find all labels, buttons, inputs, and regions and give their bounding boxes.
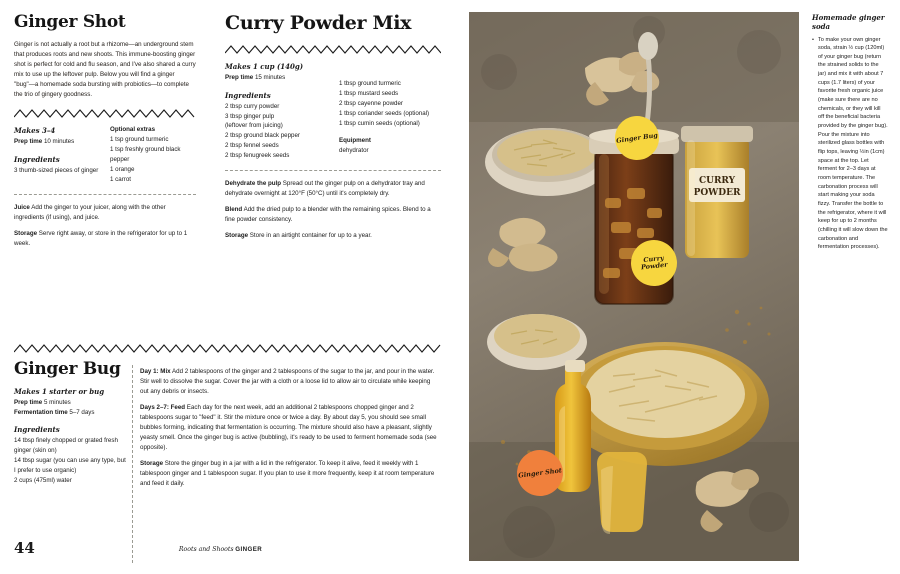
list-item: 1 tbsp coriander seeds (optional) bbox=[339, 109, 430, 117]
list-item: 2 tbsp curry powder bbox=[225, 102, 280, 110]
sidebar-homemade-ginger-soda bbox=[812, 14, 888, 252]
curry-equipment-heading: Equipment bbox=[339, 136, 371, 144]
curry-prep-label: Prep time bbox=[225, 74, 254, 81]
list-item: 1 tbsp mustard seeds bbox=[339, 89, 399, 97]
ginger-bug-ingredients-heading: Ingredients bbox=[14, 425, 60, 435]
curry-ingredients-list-right bbox=[339, 79, 441, 129]
sticker-ginger-bug: Ginger Bug bbox=[612, 113, 662, 163]
ginger-bug-prep-label: Prep time bbox=[14, 399, 43, 406]
ginger-shot-step-2 bbox=[14, 229, 196, 249]
curry-ingredients-heading: Ingredients bbox=[225, 90, 271, 100]
list-item: 2 tbsp cayenne powder bbox=[339, 99, 403, 107]
list-item: 2 cups (475ml) water bbox=[14, 476, 72, 484]
list-item: 14 tbsp finely chopped or grated fresh ginger (skin on) bbox=[14, 437, 118, 455]
list-item: 3 tbsp ginger pulp bbox=[225, 112, 275, 120]
ginger-bug-ferment-label: Fermentation time bbox=[14, 408, 68, 416]
ginger-shot-intro: Ginger is not actually a root but a rhizome—an underground stem that produces roots and new shoots. This immune-boosting ginger shot is perfect for cold and flu season, and I've also shared a curry mix to use up the leftover pulp. Below you will find a ginger "bug"—a homemade soda bursting with probiotics—to complete the trio of gingery goodness. bbox=[14, 41, 196, 99]
sticker-curry-powder: Curry Powder bbox=[629, 238, 680, 289]
sidebar-list bbox=[812, 36, 888, 252]
page-title-ginger-shot: Ginger Shot bbox=[14, 12, 126, 32]
ginger-shot-step-1 bbox=[14, 203, 196, 223]
list-item: 2 tbsp fenugreek seeds bbox=[225, 152, 290, 160]
ginger-shot-serves: Makes 3–4 bbox=[14, 126, 56, 136]
step-lead: Blend bbox=[225, 206, 243, 214]
ginger-shot-prep-value: 10 minutes bbox=[43, 138, 75, 146]
step-lead: Day 1: Mix bbox=[140, 368, 171, 375]
list-item: 1 tsp freshly ground black pepper bbox=[110, 146, 181, 164]
ginger-shot-ingredients-list bbox=[14, 166, 100, 176]
running-header bbox=[0, 546, 441, 553]
divider bbox=[14, 194, 196, 195]
recipe-photograph bbox=[469, 12, 799, 561]
ginger-shot-column bbox=[14, 14, 196, 255]
page-number: 44 bbox=[14, 539, 35, 557]
curry-makes: Makes 1 cup (140g) bbox=[225, 62, 304, 71]
curry-prep-value: 15 minutes bbox=[254, 74, 286, 81]
list-item: dehydrator bbox=[339, 146, 369, 154]
ginger-shot-optional-list bbox=[110, 135, 196, 185]
ginger-bug-makes: Makes 1 starter or bug bbox=[14, 387, 105, 396]
ginger-shot-prep-label: Prep time bbox=[14, 138, 43, 146]
running-header-italic: Roots and Shoots bbox=[178, 546, 234, 553]
step-text: Add the dried pulp to a blender with the remaining spices. Blend to a fine powder consistency. bbox=[225, 206, 431, 224]
list-item: 1 orange bbox=[110, 166, 135, 174]
running-header-caps: GINGER bbox=[235, 546, 263, 553]
step-text: Serve right away, or store in the refrigerator for up to 1 week. bbox=[14, 229, 188, 248]
ginger-bug-step-1 bbox=[140, 367, 440, 397]
svg-text:POWDER: POWDER bbox=[693, 188, 741, 198]
ginger-bug-ferment-value: 5–7 days bbox=[69, 408, 95, 416]
list-item: 14 tbsp sugar (you can use any type, but I prefer to use organic) bbox=[14, 457, 126, 474]
ginger-bug-step-2 bbox=[140, 403, 440, 453]
list-item: • To make your own ginger soda, strain ½ cup (120ml) of your ginger bug (return the strained solids to the jar) and mix it with about 7 cups (1.7 liters) of your favorite fresh organic juice (make sure there are no chemicals, or they will kill off the beneficial bacteria provided by the ginger bug). Pour the mixture into sterilized glass bottles with flip tops, leaving ½in (1cm) space at the top. Let ferment for 2–3 days at room temperature. The carbonation process will start making your soda fizzy. Transfer the bottle to the refrigerator, where it will keep for up to 2 months (chilling it will slow down the carbonation and fermentation processes). bbox=[812, 36, 888, 252]
step-text: Spread out the ginger pulp on a dehydrator tray and dehydrate overnight at 120°F (50°C) until it's completely dry. bbox=[225, 180, 425, 198]
step-lead: Storage bbox=[14, 229, 38, 237]
step-text: Add 2 tablespoons of the ginger and 2 tablespoons of the sugar to the jar, and pour in the water. Stir well to dissolve the sugar. Cover the jar with a cloth or a loose lid to allow air to circulate while keeping out any debris or insects. bbox=[140, 368, 435, 396]
sidebar-title: Homemade ginger soda bbox=[812, 13, 885, 31]
list-item: (leftover from juicing) bbox=[225, 122, 283, 130]
step-text: Store the ginger bug in a jar with a lid in the refrigerator. To keep it alive, feed it weekly with 1 tablespoon ginger and 1 tablespoon sugar. If you plan to use it more frequently, keep it at room temperature and feed it daily. bbox=[140, 460, 435, 488]
step-lead: Juice bbox=[14, 203, 30, 211]
curry-ingredients-list-left bbox=[225, 102, 327, 162]
zigzag-divider-icon bbox=[14, 109, 196, 118]
zigzag-divider-icon bbox=[225, 45, 441, 54]
ginger-bug-prep-value: 5 minutes bbox=[43, 399, 71, 406]
ginger-bug-left-column bbox=[14, 361, 126, 486]
curry-step-1 bbox=[225, 179, 441, 199]
zigzag-divider-icon bbox=[14, 344, 441, 353]
list-item: 1 tbsp ground turmeric bbox=[339, 80, 401, 87]
list-item: 1 tsp ground turmeric bbox=[110, 136, 169, 144]
step-lead: Days 2–7: Feed bbox=[140, 404, 186, 412]
step-text: Each day for the next week, add an additional 2 tablespoons chopped ginger and 2 tablespoons sugar to "feed" it. Stir the mixture once or twice a day. By about day 5, you should see small bubbles forming, indicating that fermentation is occurring. The mixture should also have a pleasant, slightly yeasty smell. Once the ginger bug is active (bubbling), it's ready to be used to ferment homemade soda (see opposite). bbox=[140, 404, 437, 452]
curry-meta-and-ingredients bbox=[225, 62, 441, 161]
ginger-bug-steps bbox=[140, 367, 440, 496]
divider bbox=[225, 170, 441, 171]
step-text: Store in an airtight container for up to a year. bbox=[249, 232, 372, 240]
ginger-bug-step-3 bbox=[140, 459, 440, 489]
sticker-ginger-shot: Ginger Shot bbox=[514, 447, 565, 498]
step-lead: Storage bbox=[225, 232, 249, 240]
svg-text:CURRY: CURRY bbox=[698, 176, 736, 186]
section-title-ginger-bug: Ginger Bug bbox=[14, 359, 121, 379]
ginger-bug-ingredients-list bbox=[14, 436, 126, 486]
vertical-divider bbox=[132, 365, 133, 563]
list-item: 2 tbsp fennel seeds bbox=[225, 142, 279, 150]
ginger-shot-ingredients-heading: Ingredients bbox=[14, 154, 60, 164]
list-item: 1 tbsp cumin seeds (optional) bbox=[339, 119, 420, 127]
ginger-shot-optional-heading: Optional extras bbox=[110, 126, 156, 134]
step-lead: Storage bbox=[140, 460, 164, 468]
list-item: 2 tbsp ground black pepper bbox=[225, 132, 300, 140]
curry-step-3 bbox=[225, 231, 441, 241]
ginger-shot-meta bbox=[14, 126, 196, 185]
list-item: 1 carrot bbox=[110, 175, 131, 183]
curry-step-2 bbox=[225, 205, 441, 225]
ginger-bug-section bbox=[14, 338, 441, 571]
list-item: 3 thumb-sized pieces of ginger bbox=[14, 166, 99, 174]
curry-equipment-list bbox=[339, 146, 441, 156]
step-lead: Dehydrate the pulp bbox=[225, 180, 282, 188]
section-title-curry-powder: Curry Powder Mix bbox=[225, 12, 412, 34]
step-text: Add the ginger to your juicer, along with the other ingredients (if using), and juice. bbox=[14, 203, 166, 221]
curry-powder-column bbox=[225, 14, 441, 247]
